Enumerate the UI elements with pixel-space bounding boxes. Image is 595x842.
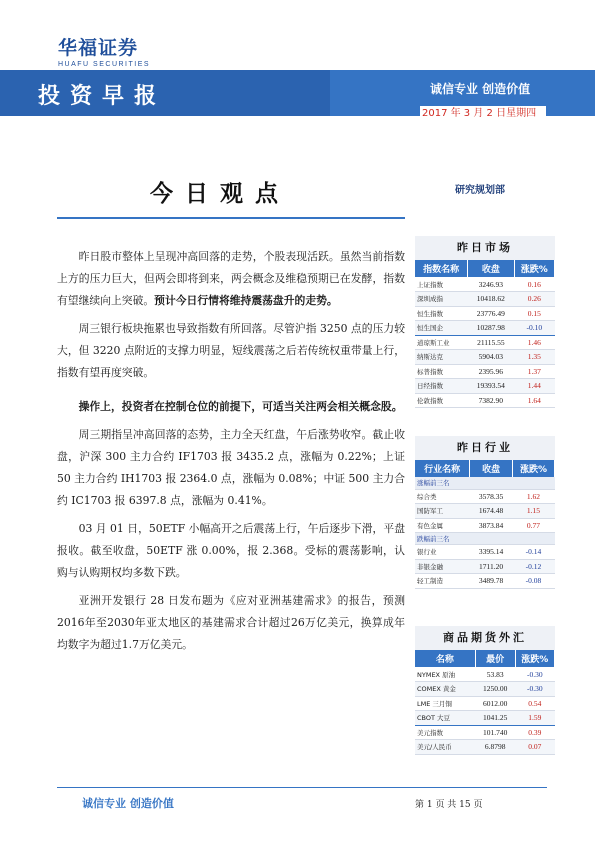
row-value: 7382.90: [468, 393, 514, 408]
market-table-body: [415, 277, 555, 408]
row-name: NYMEX 原油: [415, 667, 475, 682]
industry-panel-title: 昨日行业: [415, 436, 555, 460]
article-emphasis-1: 预计今日行情将维持震荡盘升的走势。: [154, 294, 338, 307]
market-panel: [415, 236, 555, 408]
table-row: [415, 335, 555, 350]
row-name: 轻工制造: [415, 574, 470, 589]
footer-slogan: 诚信专业 创造价值: [82, 797, 174, 810]
table-row: [415, 393, 555, 408]
table-row: [415, 306, 555, 321]
row-change: 0.54: [515, 696, 554, 711]
table-row: [415, 364, 555, 379]
article-paragraph-1: 昨日股市整体上呈现冲高回落的走势，个股表现活跃。虽然当前指数上方的压力巨大，但两会即将到来，两会概念及维稳预期已在发酵，指数有望继续向上突破。预计今日行情将维持震荡盘升的走势。: [57, 250, 405, 307]
row-name: 国防军工: [415, 504, 470, 519]
market-panel-title: 昨日市场: [415, 236, 555, 260]
footer-rule: [57, 787, 547, 788]
row-name: 恒生国企: [415, 321, 468, 336]
table-group-row: [415, 477, 555, 489]
row-value: 21115.55: [468, 335, 514, 350]
row-change: 0.16: [514, 277, 554, 292]
section-title: 今日观点: [150, 181, 290, 207]
row-value: 10418.62: [468, 292, 514, 307]
company-logo: [58, 33, 150, 68]
row-change: 0.15: [514, 306, 554, 321]
page-number: 第 1 页 共 15 页: [415, 800, 483, 810]
row-change: 0.39: [515, 725, 554, 740]
report-title: 投资早报: [38, 84, 167, 109]
row-name: 综合类: [415, 489, 470, 504]
article-paragraph-5: 03 月 01 日，50ETF 小幅高开之后震荡上行，午后逐步下滑，平盘报收。截至收盘，50ETF 涨 0.00%，报 2.368。受标的震荡影响，认购与认购期权均多数下跌。: [57, 522, 405, 579]
row-name: 银行业: [415, 545, 470, 560]
futures-table: [415, 650, 555, 755]
table-row: [415, 740, 555, 755]
row-change: -0.30: [515, 682, 554, 697]
row-name: 美元指数: [415, 725, 475, 740]
table-row: [415, 725, 555, 740]
table-group-label: 涨幅前三名: [415, 477, 555, 489]
article-paragraph-2: 周三银行板块拖累也导致指数有所回落。尽管沪指 3250 点的压力较大，但 3220 点附近的支撑力明显，短线震荡之后若传统权重带量上行，指数有望再度突破。: [57, 322, 405, 379]
row-value: 1041.25: [475, 711, 515, 726]
industry-header-change: 涨跌%: [512, 460, 554, 477]
row-name: 深圳成指: [415, 292, 468, 307]
market-header-change: 涨跌%: [514, 260, 554, 277]
logo-english: HUAFU SECURITIES: [58, 61, 151, 68]
row-change: 0.26: [514, 292, 554, 307]
row-value: 23776.49: [468, 306, 514, 321]
futures-table-body: [415, 667, 555, 754]
industry-header-close: 收盘: [470, 460, 513, 477]
futures-panel: [415, 626, 555, 755]
row-change: 1.64: [514, 393, 554, 408]
row-name: 日经指数: [415, 379, 468, 394]
row-value: 3246.93: [468, 277, 514, 292]
table-row: [415, 489, 555, 504]
report-date: 2017 年 3 月 2 日星期四: [420, 106, 546, 121]
article-paragraph-3: 操作上，投资者在控制仓位的前提下，可适当关注两会相关概念股。: [78, 400, 403, 413]
row-change: 0.07: [515, 740, 554, 755]
row-name: 有色金属: [415, 518, 470, 533]
industry-header-name: 行业名称: [415, 460, 470, 477]
row-name: 美元/人民币: [415, 740, 475, 755]
row-name: 非银金融: [415, 559, 470, 574]
row-value: 1711.20: [470, 559, 513, 574]
table-row: [415, 711, 555, 726]
row-value: 6.8798: [475, 740, 515, 755]
table-group-row: [415, 533, 555, 545]
industry-table: [415, 460, 555, 589]
row-value: 3395.14: [470, 545, 513, 560]
row-name: 恒生指数: [415, 306, 468, 321]
row-value: 10287.98: [468, 321, 514, 336]
row-change: 1.35: [514, 350, 554, 365]
row-name: COMEX 黄金: [415, 682, 475, 697]
table-row: [415, 518, 555, 533]
row-value: 53.83: [475, 667, 515, 682]
row-change: 0.77: [512, 518, 554, 533]
row-change: -0.08: [512, 574, 554, 589]
table-row: [415, 559, 555, 574]
table-row: [415, 379, 555, 394]
row-change: 1.15: [512, 504, 554, 519]
table-row: [415, 682, 555, 697]
table-row: [415, 667, 555, 682]
row-value: 3489.78: [470, 574, 513, 589]
table-row: [415, 504, 555, 519]
row-change: 1.44: [514, 379, 554, 394]
row-name: CBOT 大豆: [415, 711, 475, 726]
table-row: [415, 574, 555, 589]
table-group-label: 跌幅前三名: [415, 533, 555, 545]
row-value: 19393.54: [468, 379, 514, 394]
logo-chinese: 华福证券: [58, 37, 139, 59]
table-row: [415, 292, 555, 307]
department-label: 研究规划部: [455, 185, 505, 196]
row-value: 1674.48: [470, 504, 513, 519]
table-row: [415, 545, 555, 560]
futures-panel-title: 商品期货外汇: [415, 626, 555, 650]
row-change: -0.30: [515, 667, 554, 682]
industry-table-body: [415, 477, 555, 588]
article-paragraph-4: 周三期指呈冲高回落的态势，主力全天红盘，午后涨势收窄。截止收盘，沪深 300 主力合约 IF1703 报 3435.2 点，涨幅为 0.22%；上证 50 主力合约 IH1703 报 2364.0 点，涨幅为 0.08%；中证 500 主力合约 IC1703 报 6397.8 点，涨幅为 0.41%。: [57, 428, 405, 507]
row-name: 纳斯达克: [415, 350, 468, 365]
row-name: 伦敦指数: [415, 393, 468, 408]
row-name: LME 三月铜: [415, 696, 475, 711]
industry-panel: [415, 436, 555, 589]
article-body: [57, 246, 405, 662]
table-row: [415, 277, 555, 292]
row-change: 1.37: [514, 364, 554, 379]
table-row: [415, 696, 555, 711]
article-paragraph-6: 亚洲开发银行 28 日发布题为《应对亚洲基建需求》的报告，预测2016年至2030年亚太地区的基建需求合计超过26万亿美元，换算成年均数字为超过1.7万亿美元。: [57, 594, 405, 651]
row-change: -0.14: [512, 545, 554, 560]
row-change: 1.62: [512, 489, 554, 504]
row-change: 1.59: [515, 711, 554, 726]
futures-header-price: 最价: [475, 650, 515, 667]
market-table: [415, 260, 555, 408]
row-change: 1.46: [514, 335, 554, 350]
row-value: 2395.96: [468, 364, 514, 379]
row-value: 1250.00: [475, 682, 515, 697]
row-change: -0.10: [514, 321, 554, 336]
market-header-name: 指数名称: [415, 260, 468, 277]
section-title-rule: [57, 217, 405, 219]
row-name: 道琼斯工业: [415, 335, 468, 350]
row-value: 6012.00: [475, 696, 515, 711]
row-name: 上证指数: [415, 277, 468, 292]
row-value: 3873.84: [470, 518, 513, 533]
row-name: 标普指数: [415, 364, 468, 379]
table-row: [415, 350, 555, 365]
row-change: -0.12: [512, 559, 554, 574]
futures-header-change: 涨跌%: [515, 650, 554, 667]
row-value: 101.740: [475, 725, 515, 740]
table-row: [415, 321, 555, 336]
header-slogan: 诚信专业 创造价值: [430, 82, 531, 96]
row-value: 5904.03: [468, 350, 514, 365]
futures-header-name: 名称: [415, 650, 475, 667]
market-header-close: 收盘: [468, 260, 514, 277]
row-value: 3578.35: [470, 489, 513, 504]
